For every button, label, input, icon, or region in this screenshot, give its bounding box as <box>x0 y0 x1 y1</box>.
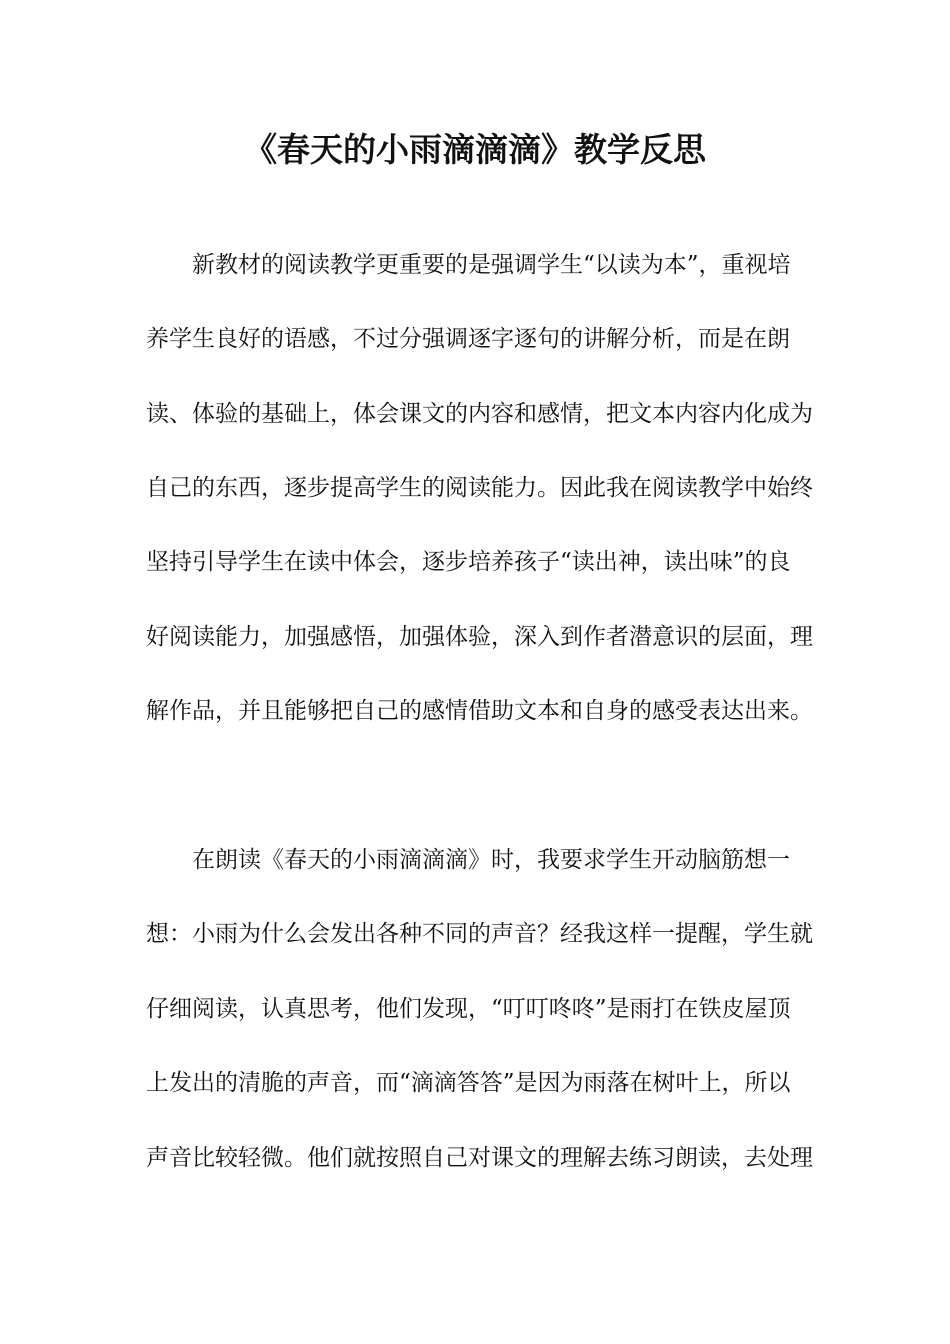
paragraph-1-line-5: 坚持引导学生在读中体会，逐步培养孩子“读出神，读出味”的良 <box>146 549 791 575</box>
paragraph-2-line-3: 仔细阅读，认真思考，他们发现，“叮叮咚咚”是雨打在铁皮屋顶 <box>146 996 791 1022</box>
document-title: 《春天的小雨滴滴滴》教学反思 <box>244 130 706 169</box>
paragraph-2-line-5: 声音比较轻微。他们就按照自己对课文的理解去练习朗读，去处理 <box>146 1145 813 1171</box>
paragraph-2-line-4: 上发出的清脆的声音，而“滴滴答答”是因为雨落在树叶上，所以 <box>146 1070 791 1096</box>
paragraph-2-line-1: 在朗读《春天的小雨滴滴滴》时，我要求学生开动脑筋想一 <box>192 847 790 873</box>
paragraph-1-line-3: 读、体验的基础上，体会课文的内容和感情，把文本内容内化成为 <box>146 401 813 427</box>
paragraph-1-line-4: 自己的东西，逐步提高学生的阅读能力。因此我在阅读教学中始终 <box>146 475 813 501</box>
paragraph-1-line-1: 新教材的阅读教学更重要的是强调学生“以读为本”，重视培 <box>192 252 791 278</box>
paragraph-1-line-6: 好阅读能力，加强感悟，加强体验，深入到作者潜意识的层面，理 <box>146 624 813 650</box>
paragraph-2-line-2: 想：小雨为什么会发出各种不同的声音？经我这样一提醒，学生就 <box>146 921 813 947</box>
paragraph-1-line-7: 解作品，并且能够把自己的感情借助文本和自身的感受表达出来。 <box>146 698 813 724</box>
paragraph-1-line-2: 养学生良好的语感，不过分强调逐字逐句的讲解分析，而是在朗 <box>146 326 790 352</box>
